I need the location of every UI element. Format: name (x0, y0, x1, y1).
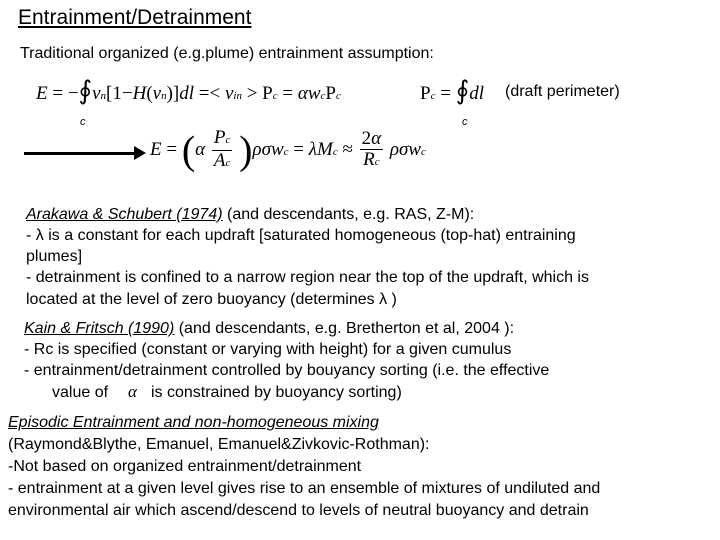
arakawa-citation-line: Arakawa & Schubert (1974) (and descendants, e.g. RAS, Z-M): (26, 206, 475, 223)
perimeter-equation: Pc = ∮dl (420, 76, 485, 105)
perimeter-limit-c: c (462, 116, 468, 128)
episodic-line-1: (Raymond&Blythe, Emanuel, Emanuel&Zivkovic-Rothman): (8, 436, 430, 453)
lambda-equation: E = (α $\frac{Pc}{Ac}$ )ρσwc = λMc ≈ $\frac{2\alpha}{Rc}$ ρσwc (150, 127, 426, 173)
kain-citation-line: Kain & Fritsch (1990) (and descendants, e.g. Bretherton et al, 2004 ): (24, 320, 515, 337)
arakawa-line-3: - detrainment is confined to a narrow region near the top of the updraft, which is (26, 269, 589, 286)
draft-perimeter-note: (draft perimeter) (505, 83, 620, 100)
subtitle: Traditional organized (e.g.plume) entrainment assumption: (20, 45, 434, 62)
alpha-symbol: α (128, 382, 137, 401)
kain-citation: Kain & Fritsch (1990) (24, 320, 175, 337)
episodic-heading: Episodic Entrainment and non-homogeneous mixing (8, 414, 379, 431)
arakawa-line-1: - λ is a constant for each updraft [saturated homogeneous (top-hat) entraining (26, 227, 576, 244)
kain-line-2: - entrainment/detrainment controlled by bouyancy sorting (i.e. the effective (24, 362, 550, 379)
arrow-head-icon (134, 146, 146, 160)
arakawa-citation: Arakawa & Schubert (1974) (26, 206, 223, 223)
arrow-shaft (24, 152, 136, 155)
arakawa-line-2: plumes] (26, 248, 83, 265)
episodic-line-2: -Not based on organized entrainment/detrainment (8, 458, 362, 475)
page-title: Entrainment/Detrainment (18, 6, 252, 29)
episodic-line-4: environmental air which ascend/descend to levels of neutral buoyancy and detrain (8, 502, 589, 519)
episodic-line-3: - entrainment at a given level gives rise to an ensemble of mixtures of undiluted and (8, 480, 601, 497)
entrainment-equation: E = −∮vn[1−H(vn)]dl =< vin > Pc = αwcPc (36, 76, 341, 105)
kain-line-1: - Rc is specified (constant or varying with height) for a given cumulus (24, 341, 512, 358)
integral-limit-c: c (80, 116, 86, 128)
arakawa-line-4: located at the level of zero buoyancy (determines λ ) (26, 291, 397, 308)
kain-line-3: value of α is constrained by buoyancy sorting) (52, 382, 402, 401)
